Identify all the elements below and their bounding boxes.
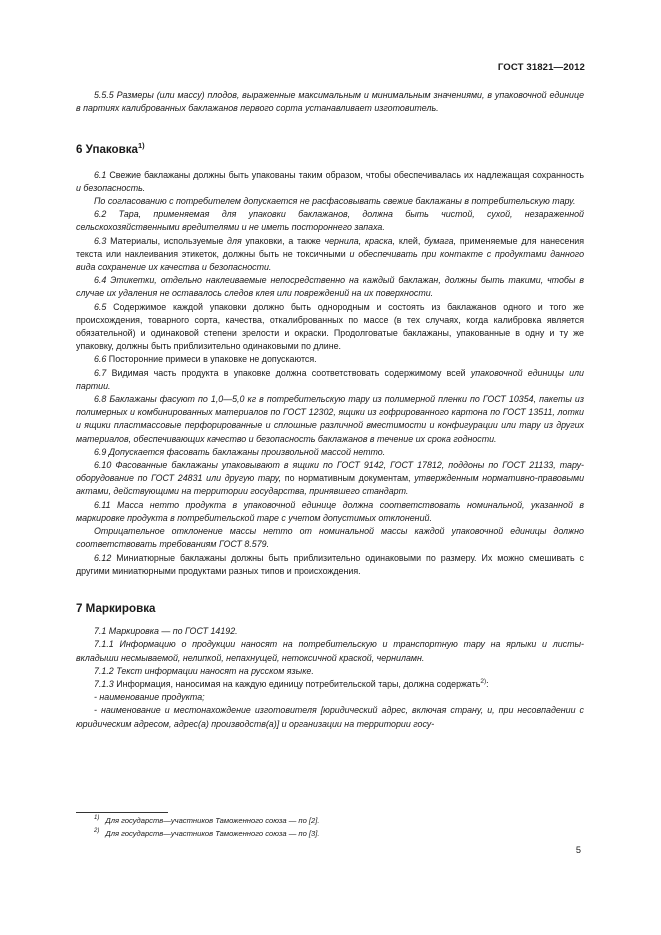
paragraph-7-1	[76, 625, 584, 638]
paragraph-6-9: 6.9 Допускается фасовать баклажаны произвольной массой нетто.	[94, 446, 386, 457]
p67-number: 6.7	[94, 367, 107, 378]
p610-text-a: 6.10 Фасованные баклажаны упаковывают в ящики по ГОСТ 9142, ГОСТ 17812, поддоны по ГОСТ 21133, тару-оборудование по ГОСТ 24831 или другую тару,	[76, 460, 584, 484]
list-item-manufacturer: - наименование и местонахождение изготовителя [юридический адрес, включая страну, и, при несовпадении с юридическим адресом, адрес(а) производств(а)] и организации на территории госу-	[76, 705, 584, 729]
p61-text-italic: и безопасность.	[76, 182, 146, 193]
p63-text-a: Материалы, используемые	[106, 235, 228, 246]
section-6-heading	[76, 143, 584, 156]
list-item-product-name: - наименование продукта;	[94, 692, 205, 703]
p61-number: 6.1	[94, 169, 107, 180]
p63-text-b: для	[227, 235, 242, 246]
p612-text: Миниатюрные баклажаны должны быть приблизительно одинаковыми по размеру. Их можно смешивать с другими миниатюрными продуктами разных типов и происхождения.	[76, 552, 584, 576]
p66-number: 6.6	[94, 354, 107, 365]
footnote-2-text: Для государств—участников Таможенного союза — по [3].	[105, 829, 320, 838]
p610-text-b: по нормативным документам,	[284, 473, 411, 484]
page-number: 5	[575, 845, 581, 855]
p63-text-g: применяемые для нанесения текста или наклеивания этикеток, должны быть не токсичными	[76, 235, 585, 259]
page-body	[76, 89, 584, 731]
p712-number: 7.1.2	[94, 665, 114, 676]
paragraph-6-8: 6.8 Баклажаны фасуют по 1,0—5,0 кг в потребительскую тару из полимерной пленки по ГОСТ 10354, пакеты из полимерных и комбинированных материалов по ГОСТ 12302, ящики из гофрированного картона по ГОСТ 13511, лотки и ящики пластмассовые перфорированные и сплошные различной вместимости и конфигурации или тару из других материалов, обеспечивающих качество и безопасность баклажанов в течение их срока годности.	[76, 394, 584, 444]
paragraph-6-4: 6.4 Этикетки, отдельно наклеиваемые непосредственно на каждый баклажан, должны быть такими, чтобы в случае их удаления не оставалось следов клея или повреждений на их поверхности.	[76, 275, 584, 299]
paragraph-6-11-negative: Отрицательное отклонение массы нетто от номинальной массы каждой упаковочной единицы должно соответствовать требованиям ГОСТ 8.579.	[76, 526, 584, 550]
p711-number: 7.1.1	[94, 639, 114, 650]
paragraph-6-6	[76, 353, 584, 366]
footnote-separator	[76, 812, 168, 813]
paragraph-6-2: 6.2 Тара, применяемая для упаковки баклажанов, должна быть чистой, сухой, незараженной сельскохозяйственными вредителями и не иметь постороннего запаха.	[76, 209, 584, 233]
footnote-1-text: Для государств—участников Таможенного союза — по [2].	[105, 816, 320, 825]
p713-number: 7.1.3	[94, 678, 114, 689]
p63-text-d: чернила, краска,	[324, 235, 396, 246]
footnote-1-mark: 1)	[94, 815, 100, 822]
p63-text-e: клей,	[395, 235, 425, 246]
paragraph-7-1-1	[76, 638, 584, 664]
paragraph-6-3	[76, 235, 584, 275]
paragraph-6-7	[76, 367, 584, 393]
section-6-title: 6 Упаковка	[76, 143, 138, 157]
footnote-2	[76, 828, 584, 839]
p71-text: Маркировка — по ГОСТ 14192.	[106, 626, 238, 637]
section-7-heading: 7 Маркировка	[76, 601, 156, 615]
paragraph-6-10	[76, 459, 584, 499]
paragraph-6-5	[76, 301, 584, 354]
p71-number: 7.1	[94, 626, 107, 637]
paragraph-6-12	[76, 552, 584, 578]
paragraph-6-11: 6.11 Масса нетто продукта в упаковочной единице должна соответствовать номинальной, указанной в маркировке продукта в потребительской таре с учетом допустимых отклонений.	[76, 499, 584, 523]
p63-text-h: и обеспечивать при контакте с продуктами данного вида сохранение их качества и безопасности.	[76, 248, 585, 273]
p65-number: 6.5	[94, 301, 107, 312]
paragraph-7-1-3	[76, 678, 584, 691]
p61-text: Свежие баклажаны должны быть упакованы таким образом, чтобы обеспечивалась их надлежащая сохранность	[106, 169, 584, 180]
p63-text-c: упаковки, а также	[241, 235, 325, 246]
paragraph-6-1	[76, 169, 584, 195]
paragraph-6-1-agreement: По согласованию с потребителем допускается не расфасовывать свежие баклажаны в потребительскую тару.	[94, 196, 576, 207]
footnote-ref-2: 2)	[480, 677, 487, 685]
footnote-1	[76, 815, 584, 826]
paragraph-7-1-2	[76, 665, 584, 678]
p713-colon: :	[486, 678, 489, 689]
p712-text: Текст информации наносят на русском языке.	[113, 665, 314, 676]
footnote-ref-1: 1)	[138, 141, 145, 151]
paragraph-5-5-5: 5.5.5 Размеры (или массу) плодов, выраженные максимальным и минимальным значениями, в упаковочной единице в партиях калиброванных баклажанов первого сорта устанавливает изготовитель.	[76, 90, 584, 114]
p711-text: Информацию о продукции наносят на потребительскую и транспортную тару на ярлыки и листы-вкладыши несмываемой, нелипкой, непахнущей, нетоксичной краской, черниламн.	[76, 639, 584, 663]
document-code: ГОСТ 31821—2012	[497, 62, 585, 73]
footnote-2-mark: 2)	[94, 828, 100, 835]
p612-number: 6.12	[94, 552, 112, 563]
p63-text-f: бумага,	[424, 235, 457, 246]
p610-text-c: утвержденным нормативно-правовыми актами, действующими на территории государства, принявшего стандарт.	[76, 473, 585, 497]
p713-text: Информация, наносимая на каждую единицу потребительской тары, должна содержать	[113, 678, 481, 689]
p66-text: Посторонние примеси в упаковке не допускаются.	[106, 354, 317, 365]
p63-number: 6.3	[94, 235, 107, 246]
p67-text-italic: упаковочной единицы или партии.	[76, 367, 584, 391]
p67-text: Видимая часть продукта в упаковке должна соответствовать содержимому всей	[106, 367, 471, 378]
p65-text: Содержимое каждой упаковки должно быть однородным и состоять из баклажанов одного и того же происхождения, товарного сорта, качества, откалиброванных по массе (в тех случаях, когда калибровка является обязательной) и одинаковой степени зрелости и окраски. Продолговатые баклажаны, упакованные в одну и ту же упаковку, должны быть приблизительно одинаковыми по длине.	[76, 301, 584, 352]
